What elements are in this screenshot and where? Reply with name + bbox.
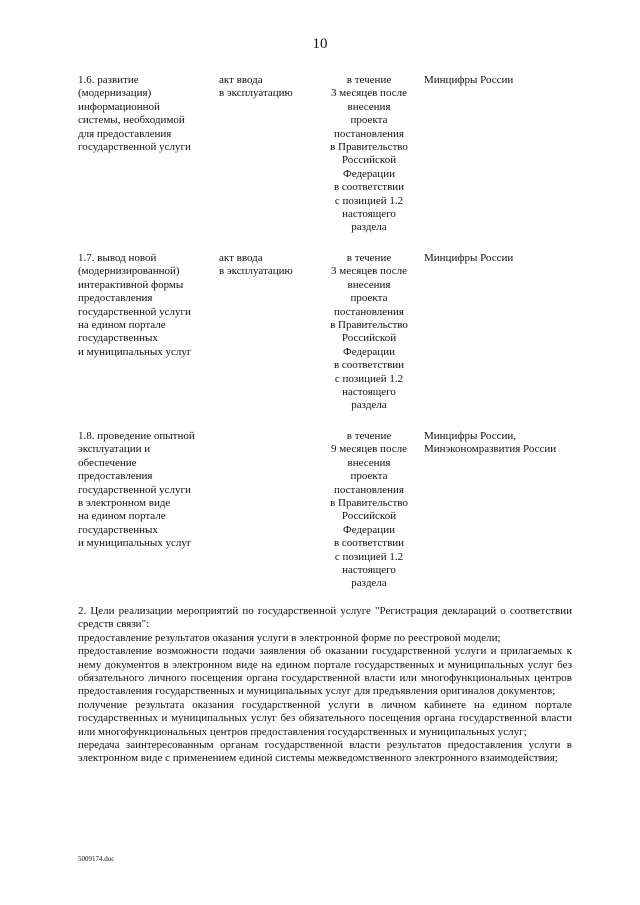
section-goals: [78, 605, 572, 766]
result-cell: акт ввода в эксплуатацию: [219, 74, 293, 100]
goal-item: предоставление возможности подачи заявления об оказании государственной услуги и прилагаемых к нему документов в электронном виде на едином портале государственных и муниципальных услуг без обязательного личного посещения органа государственной власти или многофункциональных центров предоставления государственных и муниципальных услуг для предъявления оригиналов документов;: [78, 645, 572, 698]
responsible-cell: Минцифры России: [424, 252, 514, 264]
deadline-cell: в течение 3 месяцев после внесения проекта постановления в Правительство Российской Федерации в соответствии с позицией 1.2 настоящего раздела: [330, 74, 408, 234]
deadline-cell: в течение 3 месяцев после внесения проекта постановления в Правительство Российской Федерации в соответствии с позицией 1.2 настоящего раздела: [330, 252, 408, 412]
document-footer: 5009174.doc: [78, 855, 115, 863]
responsible-cell: Минцифры России: [424, 74, 514, 86]
activity-cell: 1.6. развитие (модернизация) информационной системы, необходимой для предоставления государственной услуги: [78, 74, 191, 154]
deadline-cell: в течение 9 месяцев после внесения проекта постановления в Правительство Российской Федерации в соответствии с позицией 1.2 настоящего раздела: [330, 430, 408, 590]
activity-cell: 1.8. проведение опытной эксплуатации и обеспечение предоставления государственной услуги в электронном виде на едином портале государственных и муниципальных услуг: [78, 430, 195, 550]
responsible-cell: Минцифры России, Минэкономразвития России: [424, 430, 557, 456]
page-number: 10: [312, 36, 328, 52]
result-cell: акт ввода в эксплуатацию: [219, 252, 293, 278]
goal-item: передача заинтересованным органам государственной власти результатов предоставления услуги в электронном виде с применением единой системы межведомственного электронного взаимодействия;: [78, 739, 572, 765]
goal-item: предоставление результатов оказания услуги в электронной форме по реестровой модели;: [78, 631, 501, 644]
section-heading: 2. Цели реализации мероприятий по государственной услуге "Регистрация деклараций о соответствии средств связи":: [78, 605, 572, 631]
activity-cell: 1.7. вывод новой (модернизированной) интерактивной формы предоставления государственной услуги на едином портале государственных и муниципальных услуг: [78, 252, 192, 358]
goal-item: получение результата оказания государственной услуги в личном кабинете на едином портале государственных и муниципальных услуг без обязательного посещения органа государственной власти или многофункциональных центров предоставления государственных и муниципальных услуг;: [78, 698, 572, 738]
